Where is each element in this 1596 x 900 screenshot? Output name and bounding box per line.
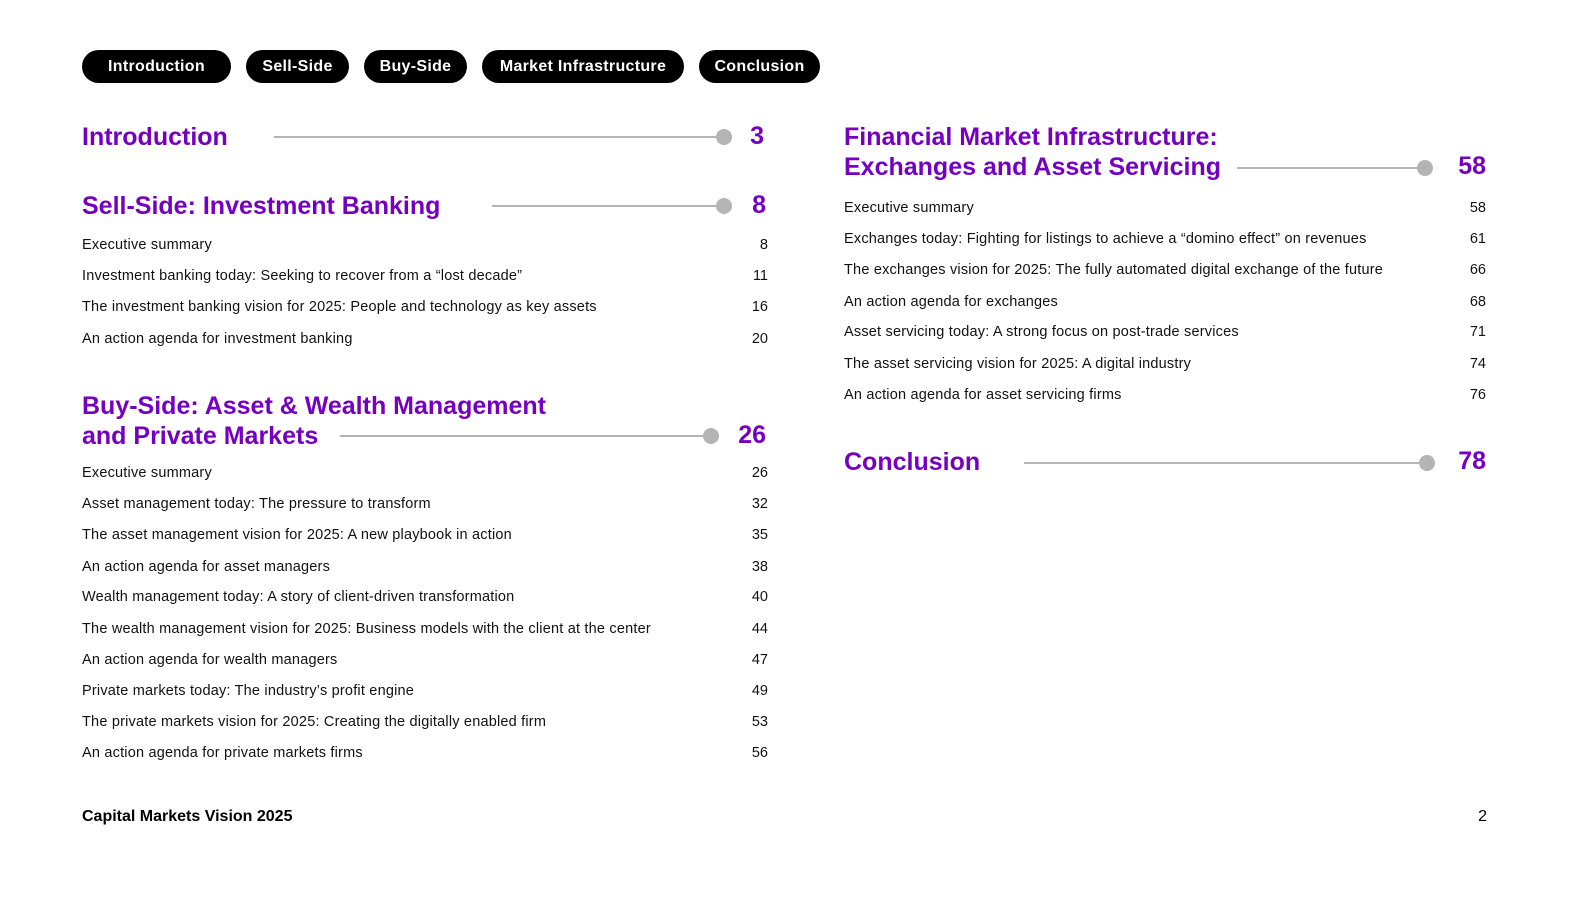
toc-section-introduction[interactable] [82,122,768,152]
section-page-number: 26 [738,421,766,449]
toc-entry[interactable]: The investment banking vision for 2025: People and technology as key assets [82,299,597,315]
toc-entry-page: 26 [751,465,768,481]
toc-entry[interactable]: An action agenda for asset managers [82,559,331,575]
toc-entry-page: 58 [1469,200,1486,216]
toc-entry-page: 56 [751,745,768,761]
toc-entry-page: 61 [1469,231,1486,247]
toc-entry[interactable]: Private markets today: The industry’s profit engine [82,683,415,699]
section-page-number: 8 [752,191,766,219]
toc-entry[interactable]: The exchanges vision for 2025: The fully automated digital exchange of the future [844,262,1384,278]
section-title: Introduction [82,123,228,151]
section-page-number: 58 [1458,152,1486,180]
leader-dot [1417,160,1433,176]
section-title-line-2: and Private Markets [82,422,319,450]
toc-entry-page: 53 [751,714,768,730]
toc-entry-page: 20 [751,331,768,347]
toc-section-sell-side [82,191,768,361]
section-heading[interactable] [82,391,768,451]
section-nav [82,50,835,83]
toc-entry-page: 8 [759,237,768,253]
footer-page-number: 2 [1478,808,1487,825]
leader-line [274,136,724,138]
nav-conclusion[interactable]: Conclusion [699,50,820,83]
toc-entry[interactable]: An action agenda for investment banking [82,331,353,347]
toc-entry-page: 66 [1469,262,1486,278]
toc-entry[interactable]: The asset management vision for 2025: A new playbook in action [82,527,512,543]
nav-market-infrastructure[interactable]: Market Infrastructure [482,50,684,83]
toc-entry[interactable]: Investment banking today: Seeking to recover from a “lost decade” [82,268,523,284]
toc-section-buy-side [82,391,768,771]
section-title: Sell-Side: Investment Banking [82,192,441,220]
nav-introduction[interactable]: Introduction [82,50,231,83]
footer-document-title: Capital Markets Vision 2025 [82,808,293,825]
toc-entry[interactable]: Asset servicing today: A strong focus on post-trade services [844,324,1239,340]
toc-entry-page: 71 [1469,324,1486,340]
leader-line [1024,462,1429,464]
section-page-number: 78 [1458,447,1486,475]
toc-entry-page: 32 [751,496,768,512]
section-title: Conclusion [844,448,981,476]
section-heading[interactable] [844,122,1489,182]
toc-entry[interactable]: Executive summary [844,200,974,216]
section-title-line-1: Financial Market Infrastructure: [844,123,1218,151]
toc-entry-page: 11 [752,268,768,284]
toc-entry-page: 49 [751,683,768,699]
toc-entry-page: 74 [1469,356,1486,372]
toc-entry-page: 68 [1469,294,1486,310]
toc-section-conclusion[interactable] [844,447,1489,477]
toc-entry-page: 47 [751,652,768,668]
toc-entry[interactable]: An action agenda for wealth managers [82,652,338,668]
toc-entry[interactable]: The asset servicing vision for 2025: A digital industry [844,356,1192,372]
nav-buy-side[interactable]: Buy-Side [364,50,467,83]
toc-section-market-infrastructure [844,122,1489,412]
toc-entry[interactable]: An action agenda for asset servicing firms [844,387,1122,403]
section-page-number: 3 [750,122,764,150]
toc-entry-page: 44 [751,621,768,637]
toc-entry[interactable]: Exchanges today: Fighting for listings to achieve a “domino effect” on revenues [844,231,1367,247]
section-title-line-1: Buy-Side: Asset & Wealth Management [82,392,546,420]
toc-entry-page: 76 [1469,387,1486,403]
toc-entry-page: 40 [751,589,768,605]
section-title-line-2: Exchanges and Asset Servicing [844,153,1222,181]
toc-entry[interactable]: The wealth management vision for 2025: Business models with the client at the center [82,621,651,637]
leader-dot [1419,455,1435,471]
toc-entry-page: 38 [751,559,768,575]
toc-entry[interactable]: Executive summary [82,465,212,481]
toc-entry[interactable]: An action agenda for exchanges [844,294,1058,310]
leader-line [492,205,724,207]
toc-entry[interactable]: Wealth management today: A story of client-driven transformation [82,589,515,605]
leader-line [340,435,710,437]
toc-entry-page: 16 [751,299,768,315]
toc-entry[interactable]: Executive summary [82,237,212,253]
toc-entry[interactable]: The private markets vision for 2025: Creating the digitally enabled firm [82,714,547,730]
toc-entry[interactable]: An action agenda for private markets firms [82,745,363,761]
leader-line [1237,167,1427,169]
nav-sell-side[interactable]: Sell-Side [246,50,349,83]
toc-entry[interactable]: Asset management today: The pressure to transform [82,496,431,512]
toc-entry-page: 35 [751,527,768,543]
